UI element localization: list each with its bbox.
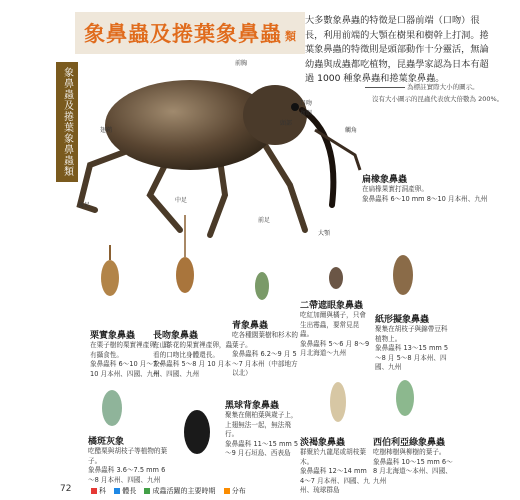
species-image (326, 262, 346, 292)
label-mid-leg: 中足 (175, 197, 188, 204)
label-mouth: 口吻 (300, 100, 313, 107)
species-data: 象鼻蟲科 6～10 月～7～10 月本州、四國、九州 (90, 360, 164, 378)
side-tab: 象鼻蟲及捲葉象鼻蟲類 (56, 62, 78, 182)
species-name: 栗實象鼻蟲 (90, 331, 136, 341)
species-name: 二帶遮眼象鼻蟲 (300, 301, 364, 311)
species-data: 象鼻蟲科 5～8 月 10 月本州、四國、九州 (153, 360, 231, 378)
species-desc: 群聚於九龍尾或胡枝葉木。 (300, 448, 366, 466)
species-data: 象鼻蟲科 13～15 mm 5～8 月 5～8 月本州、四國、九州 (375, 344, 449, 372)
species-image (170, 210, 200, 315)
species-card (153, 328, 233, 379)
species-image (175, 392, 220, 467)
label-hind-leg: 後足 (78, 202, 91, 209)
legend-red-square (91, 488, 97, 494)
species-image (388, 237, 418, 307)
species-card (88, 434, 168, 485)
species-name: 黑球背象鼻蟲 (225, 401, 280, 411)
species-image (393, 368, 418, 423)
species-name: 青象鼻蟲 (232, 321, 269, 331)
label-mandible: 大顎 (318, 230, 331, 237)
label-prothorax: 前胸 (235, 60, 248, 67)
label-compound-eye: 複眼 (300, 110, 313, 117)
scale-bar-icon (365, 87, 405, 88)
species-desc: 在栗子樹的栗實裡產卵，具有攝食性。 (90, 341, 170, 359)
legend-blue-square (114, 488, 120, 494)
species-name: 西伯利亞綠象鼻蟲 (373, 438, 446, 448)
legend-period: 成蟲活躍的主要時期 (152, 487, 216, 495)
species-desc: 吃各種闊葉樹和杉木的葉子。 (232, 331, 298, 349)
species-card (300, 435, 372, 496)
legend-family: 科 (99, 487, 106, 495)
species-card (232, 318, 302, 379)
label-elytra: 翅鞘 (100, 127, 113, 134)
species-image (95, 240, 125, 310)
legend-orange-square (224, 488, 230, 494)
intro-text: 大多數象鼻蟲的特徵是口器前端（口吻）很長，利用前端的大顎在樹果和樹幹上打洞。捲葉象鼻蟲的特徵則是頭部動作十分靈活，無論幼蟲與成蟲都吃植物，昆蟲學家認為日本有超過 1000 種象鼻蟲和捲葉象鼻蟲。 (305, 15, 489, 84)
main-weevil-illustration (70, 55, 370, 245)
species-card (362, 172, 492, 204)
species-desc: 吃醋栗與胡枝子等植物的葉子。 (88, 447, 168, 465)
species-name: 橘斑灰象 (88, 437, 125, 447)
species-name: 長吻象鼻蟲 (153, 331, 199, 341)
species-desc: 聚集在側柏葉與歲子上，上翅無法一起，無法飛行。 (225, 411, 298, 439)
legend-length: 體長 (122, 487, 137, 495)
species-name: 淡褐象鼻蟲 (300, 438, 346, 448)
species-card (373, 435, 453, 486)
species-desc: 吃樹柿樹與柳樹的葉子。 (373, 448, 446, 456)
species-card (375, 312, 450, 373)
species-image (97, 378, 127, 433)
species-data: 象鼻蟲科 10～15 mm 6～8 月北海道～本州、四國、九州 (373, 457, 453, 485)
legend-green-square (144, 488, 150, 494)
label-fore-leg: 前足 (258, 217, 271, 224)
species-data: 象鼻蟲科 3.6～7.5 mm 6～8 月本州、四國、九州 (88, 466, 166, 484)
footer-legend (85, 486, 246, 496)
species-data: 象鼻蟲科 11～15 mm 5～9 月石垣島、西表島 (225, 439, 299, 458)
species-desc: 在扁橡果實打洞產卵。 (362, 185, 428, 193)
page-title: 象鼻蟲及捲葉象鼻蟲 (84, 22, 282, 46)
species-name: 扁橡象鼻蟲 (362, 175, 408, 185)
species-data: 象鼻蟲科 6.2～9 月 5～7 月本州（中部地方以北） (232, 350, 298, 378)
scale-note-2: 沒有大小圖示的昆蟲代表放大倍數為 200%。 (372, 95, 504, 103)
label-antenna: 觸角 (345, 127, 358, 134)
species-desc: 吃紅加爾與橘子，只會生出霉蟲，要常見昆蟲。 (300, 311, 366, 339)
species-data: 象鼻蟲科 6～10 mm 8～10 月本州、九州 (362, 194, 488, 203)
species-name: 紙形擬象鼻蟲 (375, 315, 430, 325)
species-desc: 聚集在胡枝子與錦帶豆科植物上。 (375, 325, 448, 343)
species-data: 象鼻蟲科 12～14 mm 4～7 月本州、四國、九州、琉球群島 (300, 467, 370, 495)
species-image (250, 258, 275, 308)
species-data: 象鼻蟲科 5～6 月 8～9 月北海道～九州 (300, 339, 370, 358)
species-card (225, 398, 300, 459)
species-image (323, 362, 353, 437)
page-title-suffix: 類 (285, 30, 296, 43)
page-number: 72 (60, 484, 72, 494)
scale-note-row (365, 82, 479, 91)
species-desc: 在山茶花的果實裡產卵，蟲看的口吻比身體還長。 (153, 341, 233, 359)
legend-distribution: 分布 (231, 487, 246, 495)
label-head: 頭部 (280, 120, 293, 127)
scale-note: 為標註實際大小的圖示。 (407, 83, 479, 91)
species-card (300, 298, 372, 359)
